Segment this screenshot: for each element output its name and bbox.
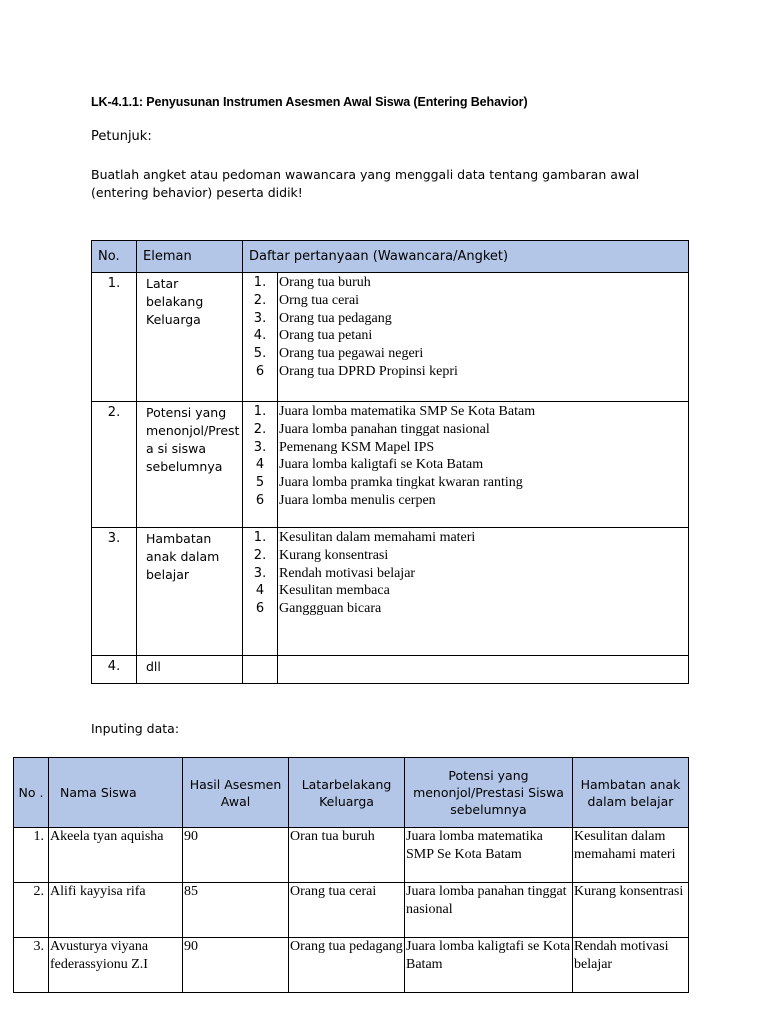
student-score: 85	[183, 883, 289, 938]
student-potential: Juara lomba kaligtafi se Kota Batam	[405, 938, 573, 993]
instrument-table	[91, 240, 689, 684]
instruction-text: Buatlah angket atau pedoman wawancara yang menggali data tentang gambaran awal (entering behavior) peserta didik!	[91, 167, 640, 200]
question-number: 3.	[253, 439, 267, 455]
instruction-label: Petunjuk:	[91, 129, 152, 144]
header-no: No.	[92, 241, 137, 273]
question-number: 2.	[253, 547, 267, 563]
question-list	[278, 656, 689, 684]
student-name: Avusturya viyana federassyionu Z.I	[49, 938, 183, 993]
table-row	[92, 273, 689, 402]
row-number: 2.	[92, 402, 137, 528]
table-row	[92, 656, 689, 684]
question-item: Orang tua DPRD Propinsi kepri	[279, 363, 458, 379]
row-number: 1.	[92, 273, 137, 402]
question-number: 3.	[253, 565, 267, 581]
question-number: 2.	[253, 421, 267, 437]
question-number: 6	[255, 363, 265, 379]
question-numbers	[243, 656, 278, 684]
question-item: Juara lomba kaligtafi se Kota Batam	[279, 457, 484, 473]
student-potential: Juara lomba panahan tinggat nasional	[405, 883, 573, 938]
header-no: No .	[14, 758, 49, 828]
question-item: Kurang konsentrasi	[279, 547, 389, 563]
question-number: 5.	[253, 346, 267, 362]
header-student-name: Nama Siswa	[49, 758, 183, 828]
question-item: Ganggguan bicara	[279, 601, 382, 617]
table-row	[92, 402, 689, 528]
header-family-background: Latarbelakang Keluarga	[289, 758, 405, 828]
question-number: 3.	[253, 310, 267, 326]
student-obstacle: Rendah motivasi belajar	[573, 938, 689, 993]
element-name: Hambatan anak dalam belajar	[137, 528, 243, 656]
element-name: dll	[137, 656, 243, 684]
student-no: 3.	[14, 938, 49, 993]
instrument-table-header	[92, 241, 689, 273]
question-item: Orang tua pegawai negeri	[279, 346, 424, 362]
question-number: 6	[255, 492, 265, 508]
question-list	[278, 273, 689, 402]
question-number: 1.	[253, 530, 267, 545]
student-no: 1.	[14, 828, 49, 883]
student-score: 90	[183, 828, 289, 883]
question-item: Kesulitan dalam memahami materi	[279, 530, 476, 545]
question-number: 1.	[253, 275, 267, 290]
input-data-label: Inputing data:	[91, 721, 180, 736]
question-numbers	[243, 528, 278, 656]
student-name: Alifi kayyisa rifa	[49, 883, 183, 938]
question-list	[278, 528, 689, 656]
student-table-header	[14, 758, 689, 828]
row-number: 4.	[92, 656, 137, 684]
student-obstacle: Kesulitan dalam memahami materi	[573, 828, 689, 883]
question-number: 1.	[253, 404, 267, 419]
question-numbers	[243, 402, 278, 528]
question-number: 4	[255, 583, 265, 599]
student-potential: Juara lomba matematika SMP Se Kota Batam	[405, 828, 573, 883]
question-item: Juara lomba panahan tinggat nasional	[279, 421, 490, 437]
row-number: 3.	[92, 528, 137, 656]
header-potential: Potensi yang menonjol/Prestasi Siswa sebelumnya	[405, 758, 573, 828]
element-name: Potensi yang menonjol/Prest a si siswa sebelumnya	[137, 402, 243, 528]
student-obstacle: Kurang konsentrasi	[573, 883, 689, 938]
student-score: 90	[183, 938, 289, 993]
table-row	[14, 828, 689, 883]
question-item: Orang tua petani	[279, 328, 373, 344]
table-row	[14, 938, 689, 993]
question-list	[278, 402, 689, 528]
question-number: 6	[255, 601, 265, 617]
table-row	[14, 883, 689, 938]
question-numbers	[243, 273, 278, 402]
question-number: 5	[255, 475, 265, 491]
header-initial-score: Hasil Asesmen Awal	[183, 758, 289, 828]
document-title: LK-4.1.1: Penyusunan Instrumen Asesmen Awal Siswa (Entering Behavior)	[91, 95, 528, 109]
header-questions: Daftar pertanyaan (Wawancara/Angket)	[243, 241, 689, 273]
student-data-table	[13, 757, 689, 993]
question-item: Orang tua pedagang	[279, 310, 392, 326]
header-element: Eleman	[137, 241, 243, 273]
question-number: 4.	[253, 328, 267, 344]
question-item: Juara lomba menulis cerpen	[279, 492, 436, 508]
header-learning-obstacle: Hambatan anak dalam belajar	[573, 758, 689, 828]
student-background: Orang tua pedagang	[289, 938, 405, 993]
question-item: Kesulitan membaca	[279, 583, 390, 599]
question-number: 4	[255, 457, 265, 473]
question-item: Juara lomba matematika SMP Se Kota Batam	[279, 404, 536, 419]
student-no: 2.	[14, 883, 49, 938]
table-row	[92, 528, 689, 656]
question-item: Orang tua buruh	[279, 275, 371, 290]
student-background: Orang tua cerai	[289, 883, 405, 938]
question-item: Juara lomba pramka tingkat kwaran ranting	[279, 475, 523, 491]
question-item: Orng tua cerai	[279, 292, 360, 308]
student-background: Oran tua buruh	[289, 828, 405, 883]
element-name: Latar belakang Keluarga	[137, 273, 243, 402]
question-item: Pemenang KSM Mapel IPS	[279, 439, 435, 455]
question-item: Rendah motivasi belajar	[279, 565, 416, 581]
student-name: Akeela tyan aquisha	[49, 828, 183, 883]
question-number: 2.	[253, 292, 267, 308]
